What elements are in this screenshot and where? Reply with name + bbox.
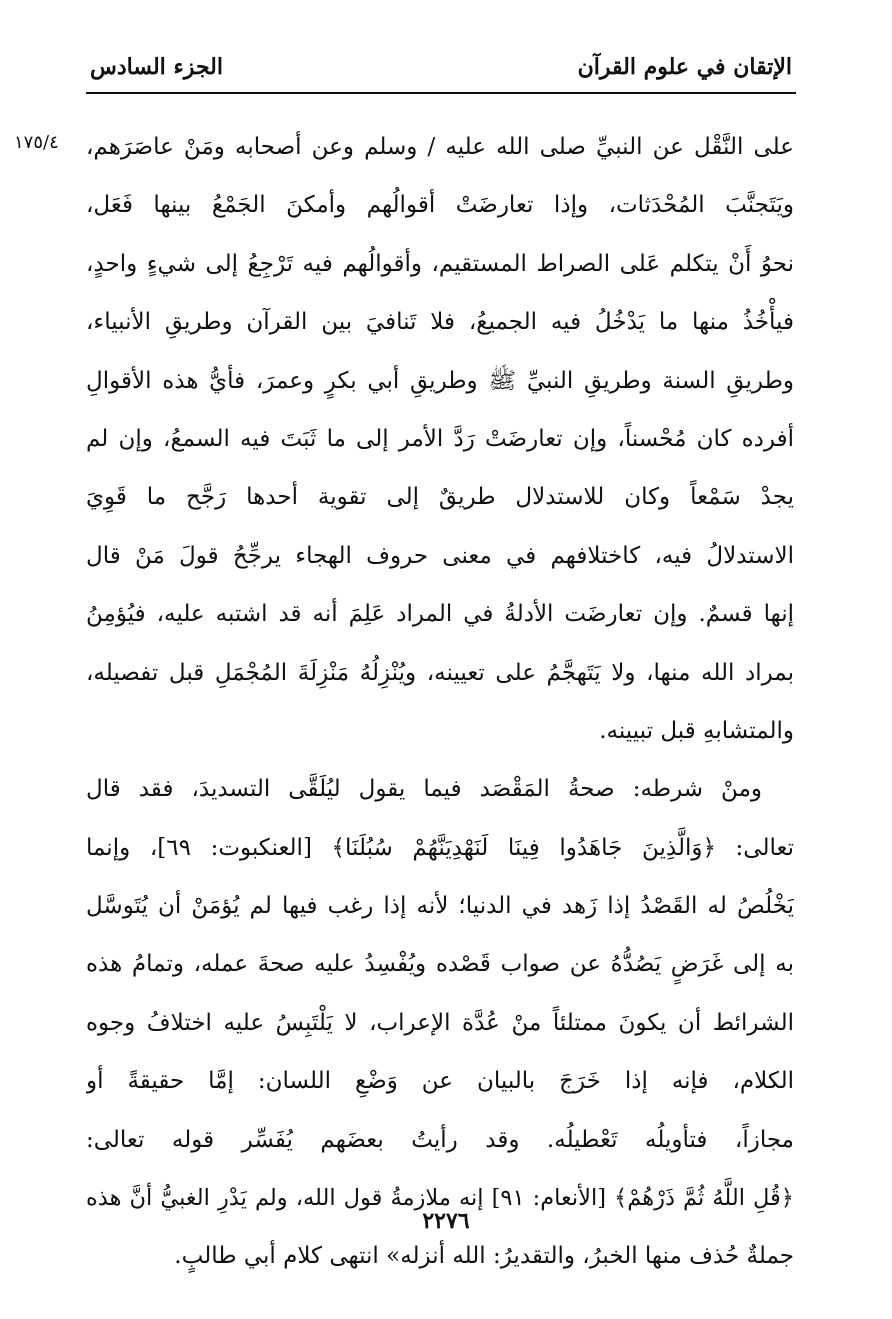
text-line: على النَّقْل عن النبيِّ صلى الله عليه / وسلم وعن أصحابه ومَنْ عاصَرَهم، [86, 134, 794, 160]
text-line: والمتشابهِ قبل تبيينه. [599, 717, 794, 744]
text-line: ﴿قُلِ اللَّهُ ثُمَّ ذَرْهُمْ﴾ [الأنعام: ٩١] إنه ملازمةُ قول الله، ولم يَدْرِ الغبيُّ أنَّ هذه [86, 1185, 794, 1212]
header-rule [86, 92, 796, 94]
text-line: تعالى: ﴿وَالَّذِينَ جَاهَدُوا فِينَا لَنَهْدِيَنَّهُمْ سُبُلَنَا﴾ [العنكبوت: ٦٩]، وإنما [86, 834, 794, 861]
book-title: الإتقان في علوم القرآن [577, 54, 792, 80]
page-number: ٢٢٧٦ [422, 1208, 470, 1234]
volume-title: الجزء السادس [90, 54, 223, 80]
text-line: مجازاً، فتأويلُه تَعْطيلُه. وقد رأيتُ بعضَهم يُفَسِّر قوله تعالى: [86, 1126, 794, 1153]
text-line: يَخْلُصُ له القَصْدُ إذا زَهد في الدنيا؛ لأنه إذا رغب فيها لم يُؤمَنْ أن يُتَوسَّل [86, 893, 794, 920]
body-text [86, 118, 794, 1286]
text-line: وطريقِ السنة وطريقِ النبيِّ ﷺ وطريقِ أبي بكرٍ وعمرَ، فأيُّ هذه الأقوالِ [86, 367, 794, 394]
margin-reference: ١٧٥/٤ [14, 132, 59, 153]
text-line: الشرائط أن يكونَ ممتلئاً منْ عُدَّة الإعراب، لا يَلْتَبِسُ عليه اختلافُ وجوه [86, 1009, 794, 1036]
text-line: فيأْخُذُ منها ما يَدْخُلُ فيه الجميعُ، فلا تَنافيَ بين القرآن وطريقِ الأنبياء، [86, 309, 794, 336]
text-line: بمراد الله منها، ولا يَتَهجَّمُ على تعيينه، ويُنْزِلُهُ مَنْزِلَةَ المُجْمَلِ قبل تفصيله، [86, 659, 794, 686]
running-header [86, 48, 796, 94]
text-line: أفرده كان مُحْسناً، وإن تعارضَتْ رَدَّ الأمر إلى ما ثَبَتَ فيه السمعُ، وإن لم [86, 425, 794, 452]
text-line: جملةٌ حُذف منها الخبرُ، والتقديرُ: الله أنزله» انتهى كلام أبي طالبٍ. [174, 1243, 794, 1270]
text-line: إنها قسمٌ. وإن تعارضَت الأدلةُ في المراد عَلِمَ أنه قد اشتبه عليه، فيُؤمِنُ [86, 601, 794, 628]
text-line: نحوُ أَنْ يتكلم عَلى الصراط المستقيم، وأقوالُهم فيه تَرْجِعُ إلى شيءٍ واحدٍ، [86, 250, 794, 277]
text-line: ومنْ شرطه: صحةُ المَقْصَد فيما يقول ليُلَقَّى التسديدَ، فقد قال [86, 776, 762, 803]
text-line: الكلام، فإنه إذا خَرَجَ بالبيان عن وَضْعِ اللسان: إمَّا حقيقةً أو [86, 1068, 794, 1095]
text-line: به إلى غَرَضٍ يَصُدُّهُ عن صواب قَصْده ويُفْسِدُ عليه صحةَ عمله، وتمامُ هذه [86, 951, 794, 978]
text-line: ويَتَجنَّبَ المُحْدَثات، وإذا تعارضَتْ أقوالُهم وأمكنَ الجَمْعُ بينها فَعَل، [86, 192, 794, 219]
text-line: يجدْ سَمْعاً وكان للاستدلال طريقٌ إلى تقوية أحدها رَجَّح ما قَوِيَ [86, 484, 794, 511]
text-line: الاستدلالُ فيه، كاختلافهم في معنى حروف الهجاء يرجِّحُ قولَ مَنْ قال [86, 542, 794, 569]
